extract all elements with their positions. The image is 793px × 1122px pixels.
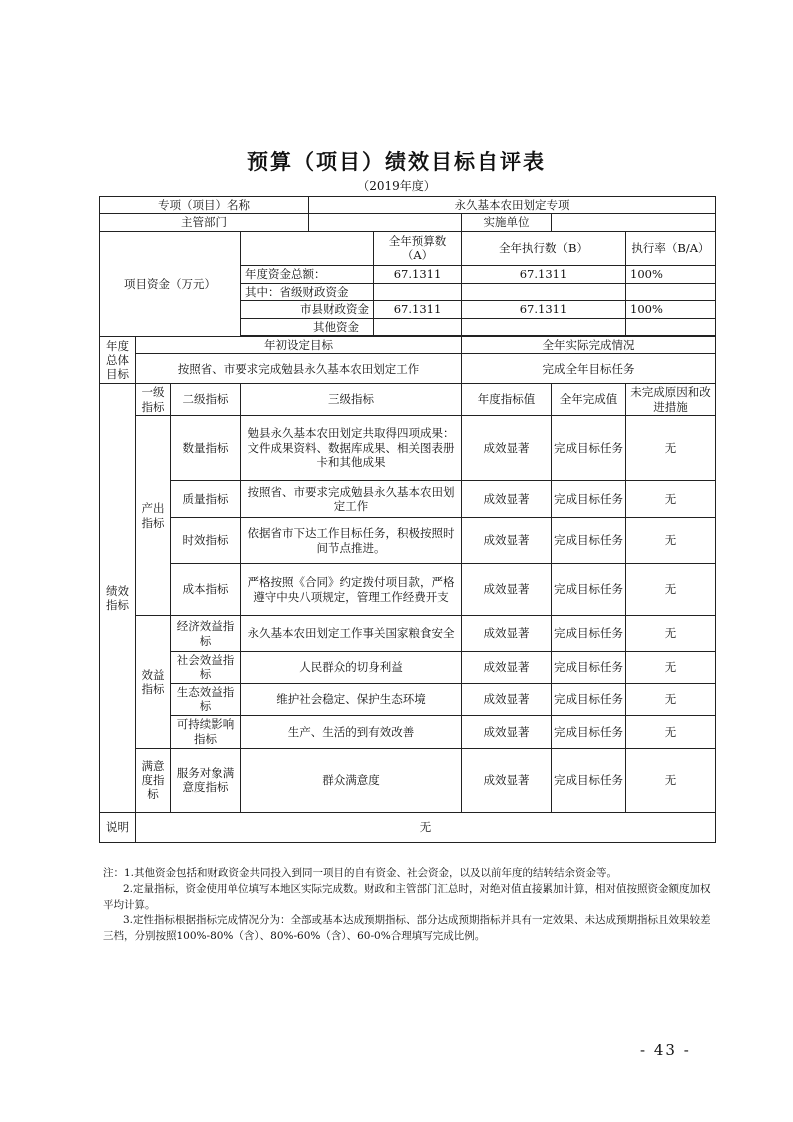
funds-col-exec: 全年执行数（B） bbox=[462, 231, 626, 265]
reason-cell: 无 bbox=[626, 652, 716, 684]
target-cell: 成效显著 bbox=[462, 715, 552, 748]
footnote: 2.定量指标，资金使用单位填写本地区实际完成数。财政和主管部门汇总时，对绝对值直接累加计算，相对值按照资金额度加权平均计算。 bbox=[103, 882, 711, 911]
group-label: 效益指标 bbox=[136, 616, 171, 749]
funds-row-budget bbox=[374, 318, 462, 335]
reason-cell: 无 bbox=[626, 683, 716, 715]
funds-row-budget: 67.1311 bbox=[374, 301, 462, 318]
page-subtitle: （2019年度） bbox=[357, 179, 436, 193]
footnotes bbox=[103, 866, 715, 945]
table-row bbox=[100, 481, 716, 518]
level2-cell: 社会效益指标 bbox=[171, 652, 241, 684]
dept-label: 主管部门 bbox=[100, 214, 309, 231]
dept-row bbox=[100, 214, 716, 231]
level3-cell: 依据省市下达工作目标任务，积极按照时间节点推进。 bbox=[241, 518, 462, 564]
goal-col-plan: 年初设定目标 bbox=[136, 336, 462, 353]
group-label: 满意度指标 bbox=[136, 748, 171, 812]
done-cell: 完成目标任务 bbox=[552, 652, 626, 684]
done-cell: 完成目标任务 bbox=[552, 715, 626, 748]
footnote: 3.定性指标根据指标完成情况分为：全部或基本达成预期指标、部分达成预期指标并具有一定效果、未达成预期指标且效果较差三档，分别按照100%-80%（含）、80%-60%（含）、60-0%合理填写完成比例。 bbox=[103, 914, 711, 942]
level2-cell: 时效指标 bbox=[171, 518, 241, 564]
level2-cell: 成本指标 bbox=[171, 564, 241, 616]
funds-label: 项目资金（万元） bbox=[100, 231, 241, 336]
funds-row-exec bbox=[462, 318, 626, 335]
impl-value bbox=[552, 214, 716, 231]
done-cell: 完成目标任务 bbox=[552, 416, 626, 481]
funds-row-label: 其中：省级财政资金 bbox=[241, 283, 374, 300]
page-title: 预算（项目）绩效目标自评表 bbox=[247, 149, 546, 174]
goal-row bbox=[100, 354, 716, 384]
level2-cell: 可持续影响指标 bbox=[171, 715, 241, 748]
done-cell: 完成目标任务 bbox=[552, 748, 626, 812]
footnote: 注：1.其他资金包括和财政资金共同投入到同一项目的自有资金、社会资金，以及以前年度的结转结余资金等。 bbox=[103, 867, 618, 879]
funds-row-rate bbox=[626, 318, 716, 335]
perf-header-row bbox=[100, 384, 716, 416]
funds-header-row bbox=[100, 231, 716, 265]
level3-cell: 人民群众的切身利益 bbox=[241, 652, 462, 684]
table-row bbox=[100, 748, 716, 812]
target-cell: 成效显著 bbox=[462, 652, 552, 684]
level3-cell: 群众满意度 bbox=[241, 748, 462, 812]
target-cell: 成效显著 bbox=[462, 616, 552, 652]
done-cell: 完成目标任务 bbox=[552, 564, 626, 616]
done-cell: 完成目标任务 bbox=[552, 518, 626, 564]
table-row bbox=[100, 715, 716, 748]
project-name-row bbox=[100, 197, 716, 214]
table-row bbox=[100, 518, 716, 564]
goal-plan: 按照省、市要求完成勉县永久基本农田划定工作 bbox=[136, 354, 462, 384]
perf-col-level2: 二级指标 bbox=[171, 384, 241, 416]
perf-col-done: 全年完成值 bbox=[552, 384, 626, 416]
reason-cell: 无 bbox=[626, 518, 716, 564]
reason-cell: 无 bbox=[626, 416, 716, 481]
funds-col-rate: 执行率（B/A） bbox=[626, 231, 716, 265]
reason-cell: 无 bbox=[626, 564, 716, 616]
level2-cell: 生态效益指标 bbox=[171, 683, 241, 715]
funds-row-budget bbox=[374, 283, 462, 300]
funds-header-blank bbox=[241, 231, 374, 265]
funds-col-budget: 全年预算数（A） bbox=[374, 231, 462, 265]
reason-cell: 无 bbox=[626, 616, 716, 652]
table-row bbox=[100, 416, 716, 481]
level3-cell: 按照省、市要求完成勉县永久基本农田划定工作 bbox=[241, 481, 462, 518]
level2-cell: 数量指标 bbox=[171, 416, 241, 481]
level3-cell: 生产、生活的到有效改善 bbox=[241, 715, 462, 748]
target-cell: 成效显著 bbox=[462, 481, 552, 518]
target-cell: 成效显著 bbox=[462, 683, 552, 715]
level3-cell: 维护社会稳定、保护生态环境 bbox=[241, 683, 462, 715]
target-cell: 成效显著 bbox=[462, 518, 552, 564]
impl-label: 实施单位 bbox=[462, 214, 552, 231]
project-name-value: 永久基本农田划定专项 bbox=[309, 197, 716, 214]
done-cell: 完成目标任务 bbox=[552, 683, 626, 715]
remark-row bbox=[100, 812, 716, 842]
funds-row-rate: 100% bbox=[626, 265, 716, 283]
funds-row-exec bbox=[462, 283, 626, 300]
target-cell: 成效显著 bbox=[462, 564, 552, 616]
reason-cell: 无 bbox=[626, 481, 716, 518]
level2-cell: 质量指标 bbox=[171, 481, 241, 518]
dept-value bbox=[309, 214, 462, 231]
level3-cell: 永久基本农田划定工作事关国家粮食安全 bbox=[241, 616, 462, 652]
funds-row-budget: 67.1311 bbox=[374, 265, 462, 283]
funds-row-label: 市县财政资金 bbox=[241, 301, 374, 318]
page-number: - 43 - bbox=[640, 1041, 691, 1059]
level3-cell: 勉县永久基本农田划定共取得四项成果：文件成果资料、数据库成果、相关图表册卡和其他成果 bbox=[241, 416, 462, 481]
done-cell: 完成目标任务 bbox=[552, 481, 626, 518]
project-name-label: 专项（项目）名称 bbox=[100, 197, 309, 214]
group-label: 产出指标 bbox=[136, 416, 171, 616]
level3-cell: 严格按照《合同》约定拨付项目款，严格遵守中央八项规定，管理工作经费开支 bbox=[241, 564, 462, 616]
goal-actual: 完成全年目标任务 bbox=[462, 354, 716, 384]
level2-cell: 服务对象满意度指标 bbox=[171, 748, 241, 812]
perf-label: 绩效指标 bbox=[100, 384, 136, 813]
target-cell: 成效显著 bbox=[462, 748, 552, 812]
remark-value: 无 bbox=[136, 812, 716, 842]
table-row bbox=[100, 683, 716, 715]
goal-col-actual: 全年实际完成情况 bbox=[462, 336, 716, 353]
level2-cell: 经济效益指标 bbox=[171, 616, 241, 652]
reason-cell: 无 bbox=[626, 748, 716, 812]
done-cell: 完成目标任务 bbox=[552, 616, 626, 652]
funds-row-label: 年度资金总额： bbox=[241, 265, 374, 283]
funds-row-rate bbox=[626, 283, 716, 300]
perf-col-target: 年度指标值 bbox=[462, 384, 552, 416]
evaluation-table bbox=[99, 196, 716, 843]
funds-row-exec: 67.1311 bbox=[462, 301, 626, 318]
perf-col-level3: 三级指标 bbox=[241, 384, 462, 416]
remark-label: 说明 bbox=[100, 812, 136, 842]
table-row bbox=[100, 564, 716, 616]
table-row bbox=[100, 652, 716, 684]
goal-header-row bbox=[100, 336, 716, 353]
reason-cell: 无 bbox=[626, 715, 716, 748]
funds-row-label: 其他资金 bbox=[241, 318, 374, 335]
target-cell: 成效显著 bbox=[462, 416, 552, 481]
table-row bbox=[100, 616, 716, 652]
funds-row-rate: 100% bbox=[626, 301, 716, 318]
funds-row-exec: 67.1311 bbox=[462, 265, 626, 283]
perf-col-reason: 未完成原因和改进措施 bbox=[626, 384, 716, 416]
perf-col-level1: 一级指标 bbox=[136, 384, 171, 416]
goal-label: 年度总体目标 bbox=[100, 336, 136, 383]
